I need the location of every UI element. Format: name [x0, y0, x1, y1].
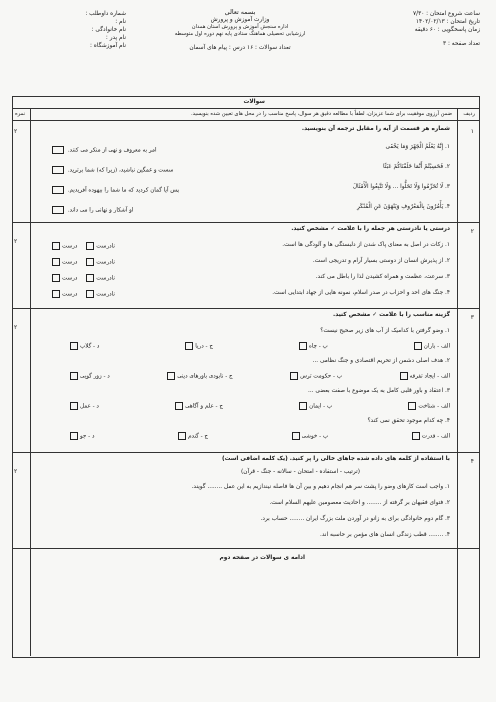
q1-meaning-1-box[interactable]: [52, 146, 64, 154]
q1-meaning-3-box[interactable]: [52, 186, 64, 194]
q3-sub-3-opts: [70, 402, 450, 410]
q1-divider: [12, 222, 480, 223]
header-bismillah: بسمه تعالی: [224, 8, 256, 16]
q3-opt[interactable]: الف - شناخت: [408, 402, 450, 410]
school-name-label: نام آموزشگاه :: [90, 43, 126, 49]
q2-number: ۲: [470, 228, 474, 235]
header-page-count: تعداد صفحه : ۳: [443, 41, 480, 47]
q2-true-box[interactable]: [52, 258, 60, 266]
student-name-label: نام :: [115, 19, 126, 25]
q3-sub-1-opts: [70, 342, 450, 350]
q2-false-label: نادرست: [96, 275, 115, 282]
q2-true-box[interactable]: [52, 290, 60, 298]
q2-false-label: نادرست: [96, 259, 115, 266]
q2-item-1: ۱. زکات در اصل به معنای پاک شدن از دلبستگی ها و آلودگی ها است.: [282, 242, 450, 248]
header-ministry: وزارت آموزش و پرورش: [210, 17, 270, 23]
q3-opt[interactable]: ب - چاه: [299, 342, 328, 350]
q2-false-box[interactable]: [86, 242, 94, 250]
header-office: اداره سنجش آموزش و پرورش استان همدان: [191, 24, 289, 30]
q4-divider: [12, 548, 480, 549]
q1-meaning-4-row: [52, 206, 133, 214]
q1-meaning-3: پس آیا گمان کردید که ما شما را بیهوده آفریدیم.: [67, 187, 179, 194]
q3-number: ۳: [470, 314, 474, 321]
title-divider: [12, 108, 480, 109]
q3-opt[interactable]: ج - علم و آگاهی: [175, 402, 223, 410]
exam-sheet: [12, 6, 480, 686]
q2-true-label: درست: [62, 243, 78, 250]
q1-ayah-4: ۴. یَأْمُرُونَ بِالْمَعْرُوفِ وَیَنْهَوْنَ عَنِ الْمُنْکَرِ: [356, 204, 450, 210]
q4-number: ۴: [470, 458, 474, 465]
intro-text: ضمن آرزوی موفقیت برای شما عزیزان، لطفاً با مطالعه دقیق هر سوال، پاسخ مناسب را در محل های تعیین شده بنویسید.: [190, 111, 452, 117]
q3-opt[interactable]: ج - گندم: [178, 432, 208, 440]
q2-tf-3: [52, 274, 115, 282]
q2-tf-1: [52, 242, 115, 250]
q1-meaning-3-row: [52, 186, 179, 194]
q3-opt[interactable]: الف - باران: [414, 342, 450, 350]
q1-ayah-2: ۲. فَحَسِبْتُمْ أَنَّمَا خَلَقْنَاکُمْ عَبَثًا: [382, 164, 450, 170]
father-name-label: نام پدر :: [105, 35, 126, 41]
header-duration: زمان پاسخگویی : ۶۰ دقیقه: [414, 27, 480, 33]
q1-ayah-1: ۱. إِنَّهُ یَعْلَمُ الْجَهْرَ وَمَا یَخْفَی: [385, 144, 450, 150]
section-title-questions: سوالات: [243, 99, 265, 105]
q2-tf-4: [52, 290, 115, 298]
q1-meaning-2-row: [52, 166, 173, 174]
q2-tf-2: [52, 258, 115, 266]
q2-score: ۲: [14, 238, 18, 245]
header-exam-date: تاریخ امتحان : ۱۴۰۲/۰۲/۱۳: [415, 19, 480, 25]
q3-sub-4-opts: [70, 432, 450, 440]
q1-meaning-4: او آشکار و نهانی را می داند.: [67, 207, 134, 214]
q4-item-4: ۴. ........ قطب زندگی انسان های مؤمن بر حاسبه اند.: [320, 532, 450, 538]
q2-true-label: درست: [62, 291, 78, 298]
q1-meaning-4-box[interactable]: [52, 206, 64, 214]
q3-divider: [12, 452, 480, 453]
q4-prompt: با استفاده از کلمه های داده شده جاهای خالی را پر کنید. (یک کلمه اضافی است): [221, 456, 450, 462]
q2-false-box[interactable]: [86, 258, 94, 266]
q3-opt[interactable]: الف - ایجاد تفرقه: [400, 372, 450, 380]
header-course-line: تعداد سوالات : ۱۶ درس : پیام های آسمان: [189, 45, 291, 51]
q4-item-2: ۲. فتوای فقیهان بر گرفته از ........ و احادیث معصومین علیهم السلام است.: [269, 500, 450, 506]
q1-prompt: شماره هر قسمت از آیه را مقابل ترجمه آن بنویسید.: [301, 126, 450, 132]
q4-score: ۲: [14, 468, 18, 475]
q3-sub-1: ۱. وضو گرفتن با کدامیک از آب های زیر صحیح نیست؟: [320, 328, 450, 334]
q2-false-box[interactable]: [86, 274, 94, 282]
header-center-block: [150, 8, 330, 52]
q3-opt[interactable]: ب - حکومت ترس: [290, 372, 342, 380]
q3-opt[interactable]: د - جو: [70, 432, 94, 440]
header-start-time: ساعت شروع امتحان : ۷/۳۰: [413, 11, 480, 17]
q4-word-bank: (ترتیب - استفاده - امتحان - سالانه - جنگ - قرآن): [240, 469, 360, 475]
q2-true-box[interactable]: [52, 274, 60, 282]
q3-opt[interactable]: ب - خوشی: [292, 432, 329, 440]
row-column-divider: [457, 108, 458, 656]
intro-divider: [12, 120, 480, 121]
q3-sub-2: ۲. هدف اصلی دشمن از تحریم اقتصادی و جنگ نظامی ...: [312, 358, 450, 364]
q1-number: ۱: [470, 128, 474, 135]
q3-sub-4: ۴. چه کدام موجود تحقق نمی کند؟: [367, 418, 450, 424]
q1-meaning-1-row: [52, 146, 157, 154]
q2-item-4: ۴. جنگ های احد و احزاب در صدر اسلام، نمونه هایی از جهاد ابتدایی است.: [272, 290, 450, 296]
q2-false-label: نادرست: [96, 243, 115, 250]
q3-opt[interactable]: د - زور گویی: [70, 372, 110, 380]
q2-true-box[interactable]: [52, 242, 60, 250]
header-assessment: ارزشیابی تحصیلی هماهنگ ستادی پایه نهم دوره اول متوسطه: [174, 31, 306, 37]
q2-true-label: درست: [62, 259, 78, 266]
q3-opt[interactable]: الف - قدرت: [412, 432, 450, 440]
q1-score: ۲: [14, 128, 18, 135]
q2-item-3: ۳. سرعت، عظمت و همراه کشیدن لذا را باطل می کند.: [315, 274, 450, 280]
continue-footer: ادامه ی سوالات در صفحه دوم: [219, 555, 305, 561]
candidate-number-label: شماره داوطلب :: [85, 11, 126, 17]
row-header: ردیف: [463, 111, 475, 117]
q3-opt[interactable]: ب - ایمان: [299, 402, 332, 410]
q2-prompt: درستی یا نادرستی هر جمله را با علامت ✓ مشخص کنید.: [291, 226, 450, 232]
q1-meaning-2: سست و غمگین نباشید، (زیرا که) شما برترید.: [67, 167, 174, 174]
q2-true-label: درست: [62, 275, 78, 282]
header-right-block: [360, 10, 480, 48]
q1-ayah-3: ۳. لَا تُحَرِّمُوا وَلَا تَحَلُّوا ... وَلَا تَتَّبِعُوا الْأَمْثَالَ: [352, 184, 450, 190]
q3-opt[interactable]: د - گلاب: [70, 342, 99, 350]
score-column-divider: [30, 108, 31, 656]
q4-item-3: ۳. گام دوم خانوادگی برای به زانو در آوردن ملت بزرگ ایران ........ حساب برد.: [260, 516, 450, 522]
q1-meaning-2-box[interactable]: [52, 166, 64, 174]
q3-sub-3: ۳. اعتقاد و باور قلبی کامل به یک موضوع با صفت بعضی ...: [308, 388, 450, 394]
q3-opt[interactable]: د - عمل: [70, 402, 99, 410]
q3-opt[interactable]: ج - نابودی باورهای دینی: [167, 372, 232, 380]
q3-score: ۲: [14, 324, 18, 331]
score-header: نمره: [15, 111, 26, 117]
header-left-block: [16, 10, 126, 50]
q4-item-1: ۱. واجب است کارهای وضو را پشت سر هم انجام دهیم و بین آن ها فاصله نیندازیم به این عمل ........ گویند.: [191, 484, 450, 490]
q1-meaning-1: امر به معروف و نهی از منکر می کنند.: [67, 147, 157, 154]
family-name-label: نام خانوادگی :: [91, 27, 126, 33]
q2-divider: [12, 308, 480, 309]
q2-false-box[interactable]: [86, 290, 94, 298]
q3-prompt: گزینه مناسب را با علامت ✓ مشخص کنید.: [333, 312, 450, 318]
q3-opt[interactable]: ج - دریا: [185, 342, 213, 350]
q2-item-2: ۲. از پذیرش انسان از دوستی بسیار آرام و تدریجی است.: [312, 258, 450, 264]
q2-false-label: نادرست: [96, 291, 115, 298]
q3-sub-2-opts: [70, 372, 450, 380]
